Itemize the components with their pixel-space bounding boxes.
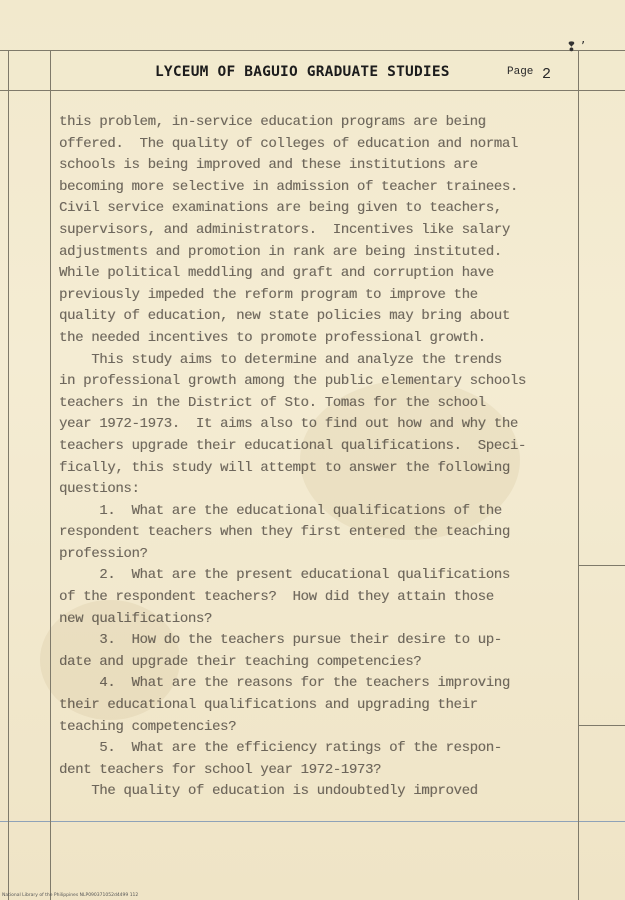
footer-note: National Library of the Philippines NLP090371052d4499 112 xyxy=(2,893,139,898)
corner-mark: ❢ ’ xyxy=(566,40,586,55)
text-line: fically, this study will attempt to answer the following xyxy=(59,459,510,476)
text-line: adjustments and promotion in rank are being instituted. xyxy=(59,243,502,260)
text-line: new qualifications? xyxy=(59,610,212,627)
text-line: profession? xyxy=(59,545,148,562)
text-line: offered. The quality of colleges of education and normal xyxy=(59,135,518,152)
text-line: The quality of education is undoubtedly improved xyxy=(59,783,478,800)
text-line: dent teachers for school year 1972-1973? xyxy=(59,761,382,778)
text-line: 3. How do the teachers pursue their desire to up- xyxy=(59,632,502,649)
text-line: date and upgrade their teaching competencies? xyxy=(59,653,422,670)
page-number: 2 xyxy=(542,66,552,83)
text-line: supervisors, and administrators. Incentives like salary xyxy=(59,221,510,238)
body-text xyxy=(59,112,589,803)
text-line: schools is being improved and these institutions are xyxy=(59,157,478,174)
page-label: Page xyxy=(507,66,534,78)
text-line: their educational qualifications and upgrading their xyxy=(59,697,478,714)
text-line: teaching competencies? xyxy=(59,718,237,735)
text-line: quality of education, new state policies may bring about xyxy=(59,308,510,325)
text-line: 2. What are the present educational qualifications xyxy=(59,567,510,584)
text-line: in professional growth among the public elementary schools xyxy=(59,373,526,390)
bottom-rule xyxy=(0,821,625,822)
header-rule xyxy=(0,90,625,91)
text-line: teachers in the District of Sto. Tomas for the school xyxy=(59,394,486,411)
text-line: teachers upgrade their educational qualifications. Speci- xyxy=(59,437,526,454)
text-line: becoming more selective in admission of teacher trainees. xyxy=(59,178,518,195)
text-line: of the respondent teachers? How did they attain those xyxy=(59,589,494,606)
text-line: the needed incentives to promote professional growth. xyxy=(59,329,486,346)
left-edge-line xyxy=(8,50,9,900)
text-line: previously impeded the reform program to improve the xyxy=(59,286,478,303)
page-title: LYCEUM OF BAGUIO GRADUATE STUDIES xyxy=(155,64,450,80)
left-margin-line xyxy=(50,50,51,900)
text-line: This study aims to determine and analyze the trends xyxy=(59,351,502,368)
text-line: Civil service examinations are being given to teachers, xyxy=(59,200,502,217)
text-line: questions: xyxy=(59,481,140,498)
text-line: respondent teachers when they first entered the teaching xyxy=(59,524,510,541)
text-line: While political meddling and graft and corruption have xyxy=(59,265,494,282)
text-line: 1. What are the educational qualifications of the xyxy=(59,502,502,519)
text-line: this problem, in-service education programs are being xyxy=(59,114,486,130)
text-line: year 1972-1973. It aims also to find out how and why the xyxy=(59,416,518,433)
text-line: 4. What are the reasons for the teachers improving xyxy=(59,675,510,692)
top-rule xyxy=(0,50,625,51)
text-line: 5. What are the efficiency ratings of the respon- xyxy=(59,740,502,757)
